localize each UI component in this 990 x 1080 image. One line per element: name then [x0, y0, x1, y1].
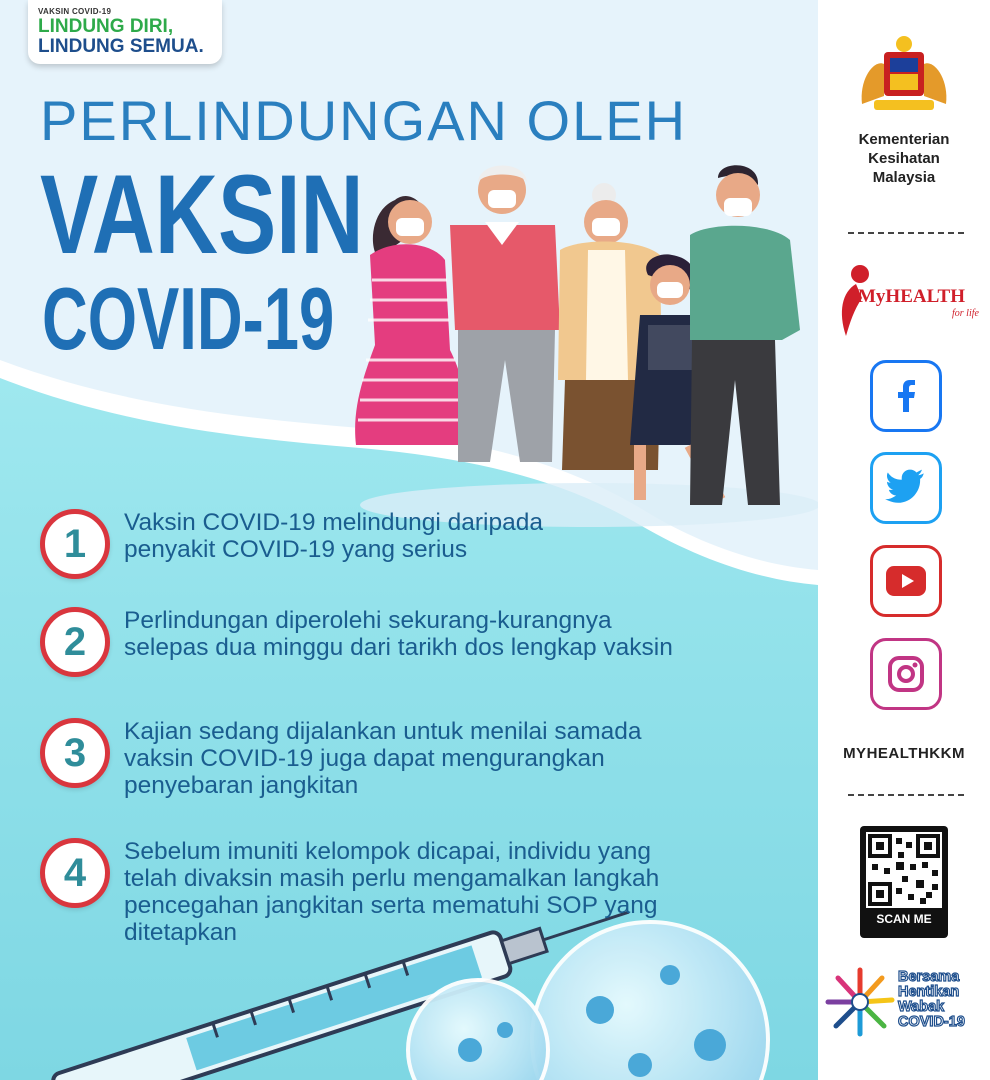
- point-text: Sebelum imuniti kelompok dicapai, individu yang telah divaksin masih perlu mengamalkan langkah pencegahan jangkitan serta mematuhi SOP yang ditetapkan: [124, 838, 660, 946]
- person-man: [690, 165, 800, 505]
- point-number: 1: [40, 509, 110, 579]
- point-text: Kajian sedang dijalankan untuk menilai samada vaksin COVID-19 juga dapat mengurangkan penyebaran jangkitan: [124, 718, 642, 799]
- divider: [848, 794, 964, 796]
- myhealth-logo[interactable]: [832, 262, 982, 342]
- campaign-line1: LINDUNG DIRI,: [38, 16, 174, 37]
- sidebar: [818, 0, 990, 1080]
- qr-code-pattern: [866, 832, 942, 908]
- bersama-burst-icon: [824, 966, 896, 1038]
- point-item-4: [40, 838, 800, 946]
- qr-code-icon: [866, 832, 942, 908]
- myhealth-logo-text: MyHEALTH: [858, 286, 965, 307]
- person-woman: [355, 196, 467, 445]
- malaysia-coat-of-arms-icon: [854, 34, 954, 116]
- bersama-text: Bersama Hentikan Wabak COVID-19: [898, 969, 965, 1030]
- point-number: 2: [40, 607, 110, 677]
- youtube-icon: [884, 564, 928, 598]
- facebook-button[interactable]: [870, 360, 942, 432]
- youtube-button[interactable]: [870, 545, 942, 617]
- campaign-line2: LINDUNG SEMUA.: [38, 36, 204, 57]
- title-line1: PERLINDUNGAN OLEH: [40, 89, 688, 152]
- divider: [848, 232, 964, 234]
- point-item-3: [40, 718, 800, 799]
- person-grandfather: [450, 166, 560, 463]
- point-text: Vaksin COVID-19 melindungi daripada penyakit COVID-19 yang serius: [124, 509, 543, 563]
- point-item-2: [40, 607, 800, 677]
- campaign-badge: [28, 0, 222, 64]
- title-line3: COVID-19: [42, 269, 335, 368]
- title-line2: VAKSIN: [40, 152, 364, 277]
- myhealth-tagline: for life: [952, 308, 979, 319]
- point-number: 3: [40, 718, 110, 788]
- instagram-icon: [886, 654, 926, 694]
- point-number: 4: [40, 838, 110, 908]
- ministry-label: Kementerian Kesihatan Malaysia: [858, 131, 950, 186]
- qr-label: SCAN ME: [876, 912, 932, 926]
- facebook-icon: [886, 376, 926, 416]
- twitter-button[interactable]: [870, 452, 942, 524]
- point-item-1: [40, 509, 800, 579]
- instagram-button[interactable]: [870, 638, 942, 710]
- social-handle: MYHEALTHKKM: [843, 745, 965, 762]
- bersama-logo: [822, 964, 986, 1040]
- qr-code[interactable]: [860, 826, 948, 938]
- point-text: Perlindungan diperolehi sekurang-kurangnya selepas dua minggu dari tarikh dos lengkap vaksin: [124, 607, 673, 661]
- campaign-small-label: VAKSIN COVID-19: [38, 7, 112, 16]
- twitter-icon: [884, 468, 928, 508]
